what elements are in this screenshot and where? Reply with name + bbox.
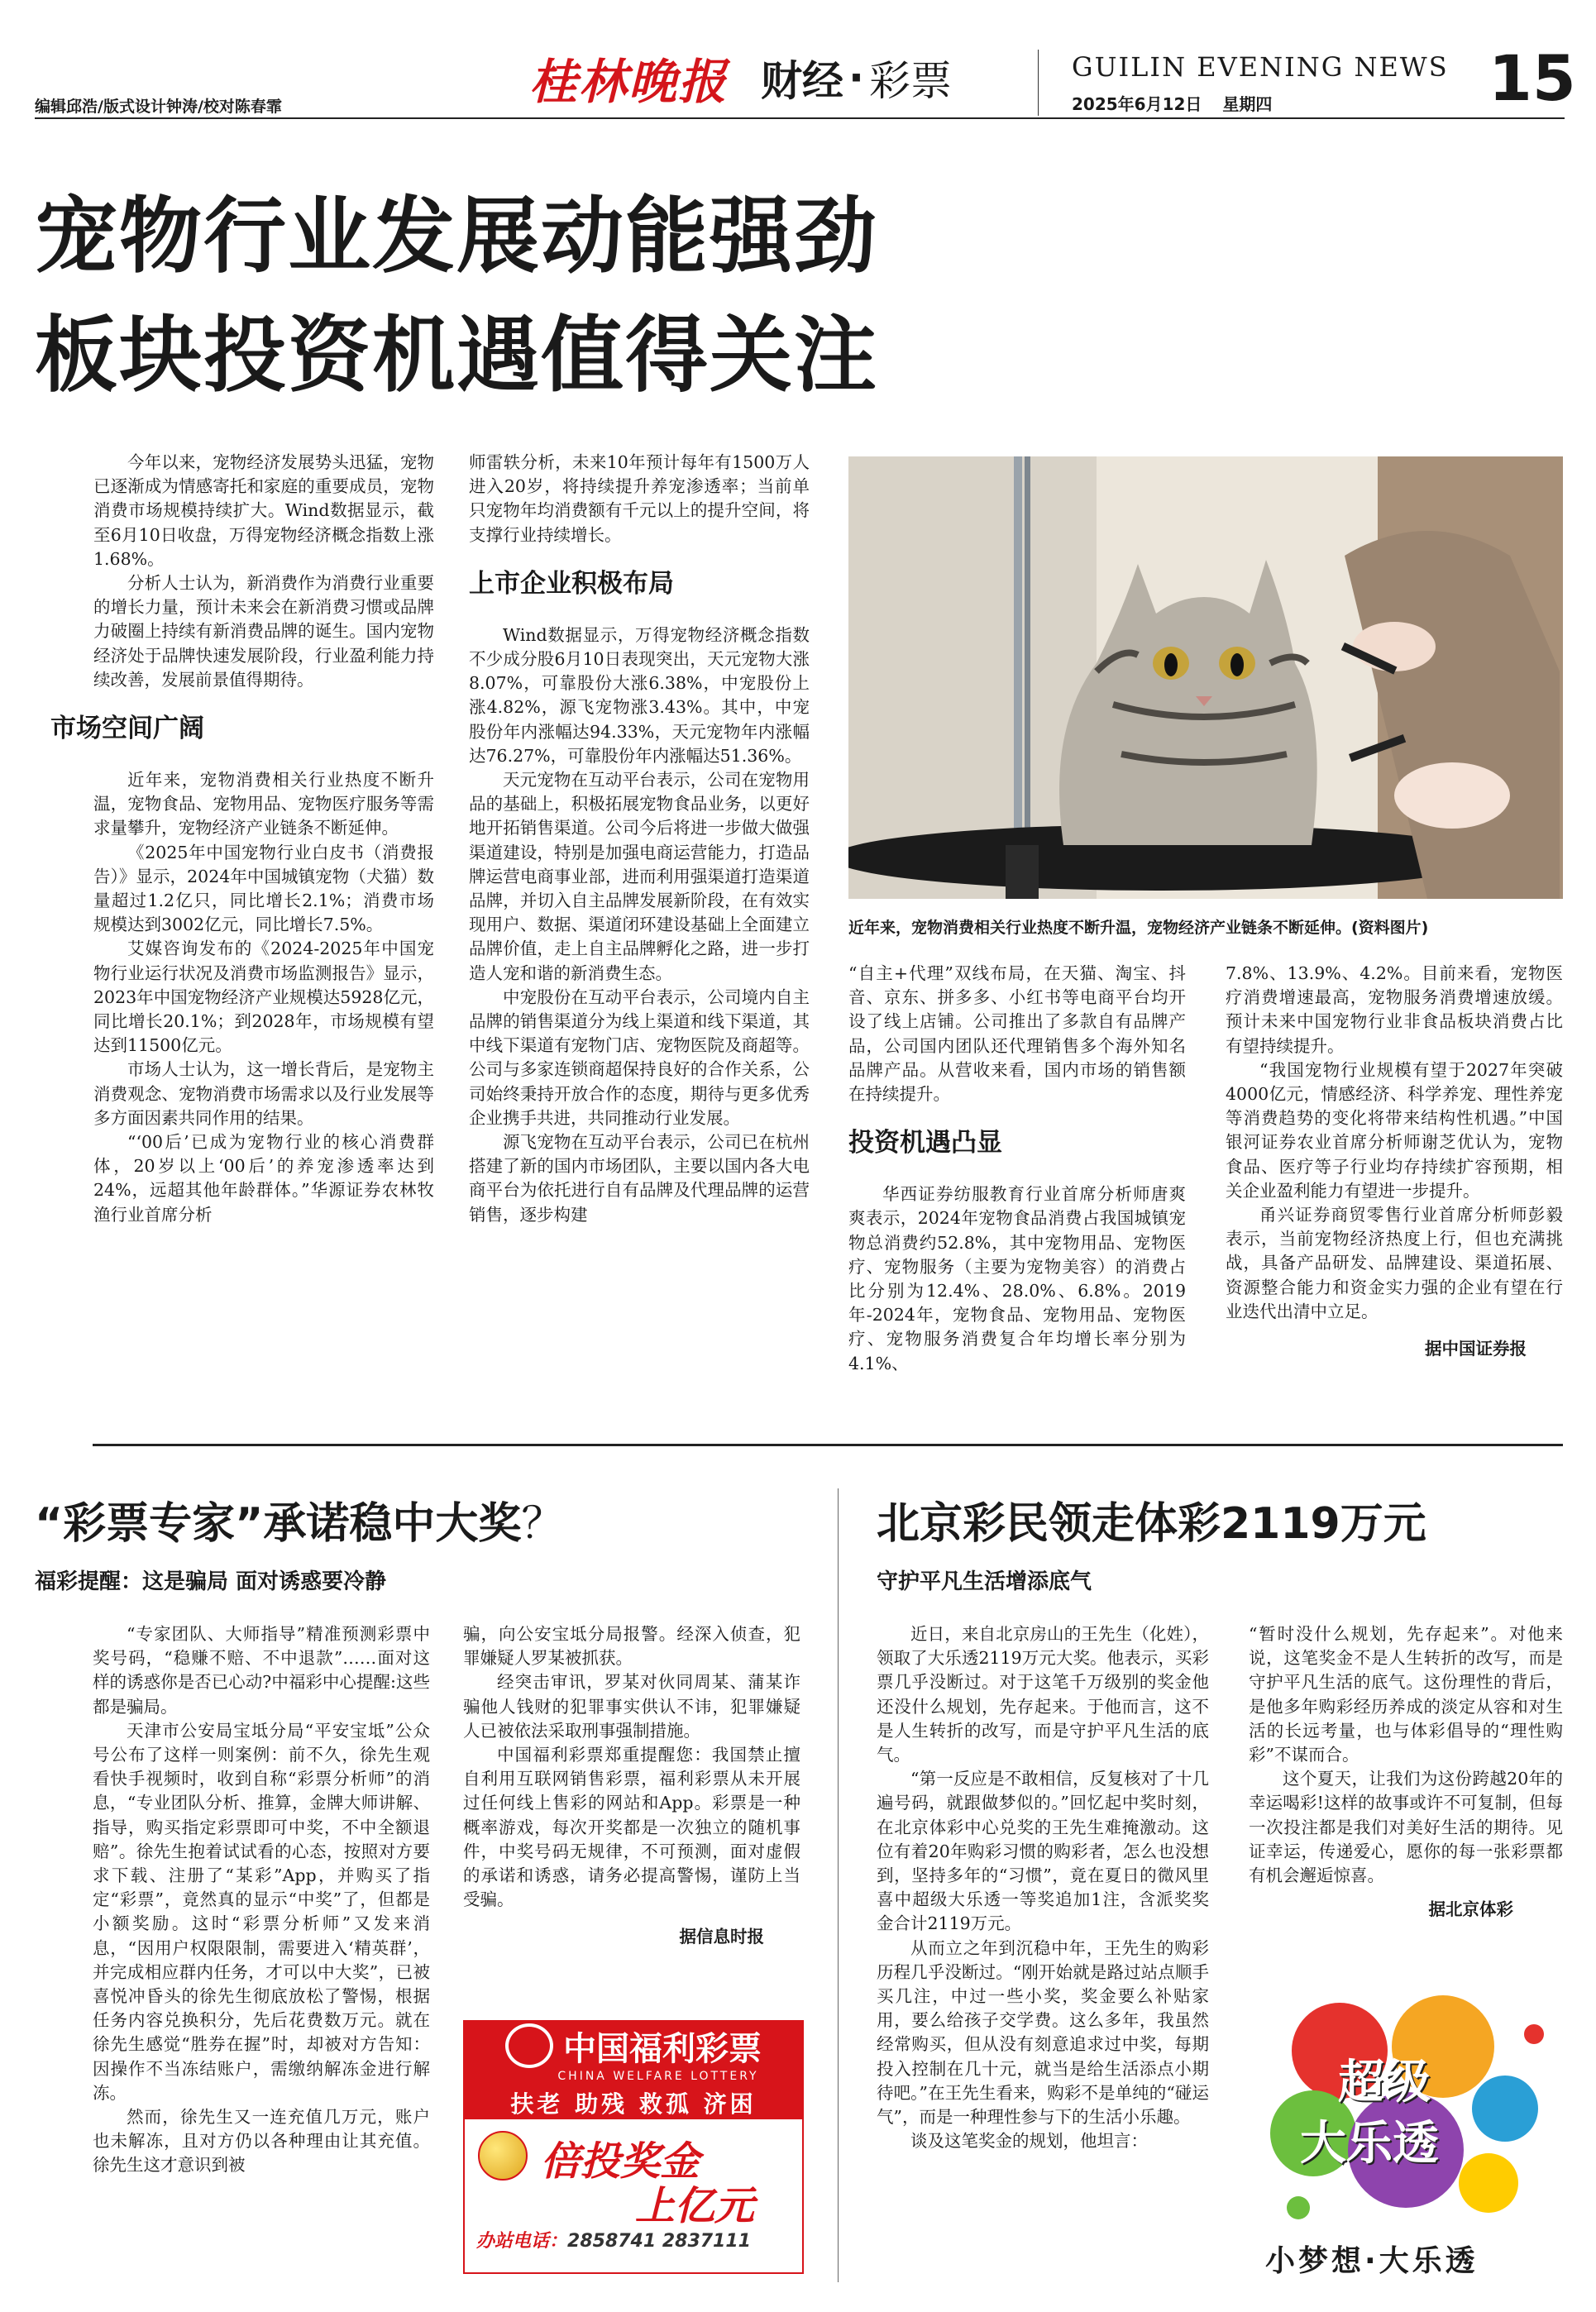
page-number: 15 [1488,41,1576,115]
headline-question-mark: ？ [521,1499,565,1549]
welfare-lottery-ad [463,2020,804,2274]
paragraph: 分析人士认为，新消费作为消费行业重要的增长力量，预计未来会在新消费习惯或品牌力破圈上持续有新消费品牌的诞生。国内宠物经济处于品牌快速发展阶段，行业盈利能力持续改善，发展前景值得期待。 [93,573,434,690]
promo-line-2: 上亿元 [635,2183,755,2229]
welfare-logo-icon [505,2023,553,2068]
paragraph: 中国福利彩票郑重提醒您：我国禁止擅自利用互联网销售彩票，福利彩票从未开展过任何线上售彩的网站和App。彩票是一种概率游戏，每次开奖都是一次独立的随机事件，中奖号码无规律，不可预测，面对虚假的承诺和诱惑，请务必提高警惕，谨防上当受骗。 [463,1745,800,1910]
hotline-number: 2858741 2837111 [567,2231,751,2252]
paragraph: 甬兴证券商贸零售行业首席分析师彭毅表示，当前宠物经济热度上行，但也充满挑战，具备产品研发、品牌建设、渠道拓展、资源整合能力和资金实力强的企业有望在行业迭代出清中立足。 [1226,1205,1563,1321]
subhead-market: 市场空间广阔 [50,714,204,744]
paragraph: Wind数据显示，万得宠物经济概念指数不少成分股6月10日表现突出，天元宠物大涨8.07%，可靠股份大涨6.38%，中宠股份上涨4.82%，源飞宠物涨3.43%。其中，中宠股份年内涨幅达94.33%，天元宠物年内涨幅达76.27%，可靠股份年内涨幅达51.36%。 [469,624,810,766]
welfare-banner [465,2022,802,2119]
lead-column-2 [469,451,810,1227]
paragraph: 骗，向公安宝坻分局报警。经深入侦查，犯罪嫌疑人罗某被抓获。 [463,1624,800,1669]
lead-column-3 [848,962,1186,1376]
section-name: 财经 [761,57,844,105]
paragraph: 7.8%、13.9%、4.2%。目前来看，宠物医疗消费增速最高，宠物服务消费增速放缓。预计未来中国宠物行业非食品板块消费占比有望持续提升。 [1226,963,1563,1056]
paragraph: 市场人士认为，这一增长背后，是宠物主消费观念、宠物消费市场需求以及行业发展等多方面因素共同作用的结果。 [93,1059,434,1128]
paragraph: 中宠股份在互动平台表示，公司境内自主品牌的销售渠道分为线上渠道和线下渠道，其中线下渠道有宠物门店、宠物医院及商超等。公司与多家连锁商超保持良好的合作关系，公司始终秉持开放合作的态度，期待与更多优秀企业携手共进，共同推动行业发展。 [469,986,810,1128]
welfare-brand-en: CHINA WELFARE LOTTERY [557,2069,759,2083]
lottery1-subtitle: 福彩提醒：这是骗局 面对诱惑要冷静 [35,1569,387,1594]
header-divider [1038,50,1039,116]
lead-column-1 [50,451,434,1227]
lottery1-column-2 [463,1622,800,1950]
headline-main: 承诺稳中大奖 [263,1499,522,1549]
paragraph: 华西证券纺服教育行业首席分析师唐爽爽表示，2024年宠物食品消费占我国城镇宠物总消费约52.8%，其中宠物用品、宠物医疗、宠物服务（主要为宠物美容）的消费占比分别为12.4%、28.0%、6.8%。2019年-2024年，宠物食品、宠物用品、宠物医疗、宠物服务消费复合年均增长率分别为4.1%、 [848,1184,1186,1373]
paragraph: “专家团队、大师指导”精准预测彩票中奖号码，“稳赚不赔、不中退款”……面对这样的诱惑你是否已心动?中福彩中心提醒:这些都是骗局。 [93,1624,430,1717]
lottery1-source: 据信息时报 [679,1927,764,1947]
promo-line-1: 倍投奖金 [541,2138,700,2185]
subhead-invest: 投资机遇凸显 [848,1128,1002,1158]
english-name: GUILIN EVENING NEWS [1072,51,1449,83]
photo-caption: 近年来，宠物消费相关行业热度不断升温，宠物经济产业链条不断延伸。(资料图片) [848,919,1429,937]
hotline-label: 办站电话： [476,2231,568,2252]
masthead-title: 桂林晚报 [529,54,729,110]
lottery1-headline [35,1488,564,1550]
paragraph: 《2025年中国宠物行业白皮书（消费报告）》显示，2024年中国城镇宠物（犬猫）数量超过1.2亿只，同比增长2.1%；消费市场规模达到3002亿元，同比增长7.5%。 [93,842,434,935]
lead-source: 据中国证券报 [1425,1339,1527,1359]
section-dot: · [848,54,865,102]
headline-line-1: 宠物行业发展动能强劲 [35,188,878,284]
paragraph: 源飞宠物在互动平台表示，公司已在杭州搭建了新的国内市场团队，主要以国内各大电商平台为依托进行自有品牌及代理品牌的运营销售，逐步构建 [469,1132,810,1225]
headline-quote: “彩票专家” [35,1499,264,1549]
paragraph: 谈及这笔奖金的规划，他坦言： [910,2131,1148,2152]
issue-date [1072,91,1272,115]
paragraph: 天津市公安局宝坻分局“平安宝坻”公众号公布了这样一则案例：前不久，徐先生观看快手视频时，收到自称“彩票分析师”的消息，“专业团队分析、推算，金牌大师讲解、指导，购买指定彩票即可中奖，不中全额退赔”。徐先生抱着试试看的心态，按照对方要求下载、注册了“某彩”App，并购买了指定“彩票”，竟然真的显示“中奖”了，但都是小额奖励。这时“彩票分析师”又发来消息，“因用户权限限制，需要进入‘精英群’，并完成相应群内任务，才可以中大奖”，已被喜悦冲昏头的徐先生彻底放松了警惕，根据任务内容兑换积分，先后花费数万元。就在徐先生感觉“胜券在握”时，却被对方告知：因操作不当冻结账户，需缴纳解冻金进行解冻。 [93,1720,430,2103]
paragraph: 师雷轶分析，未来10年预计每年有1500万人进入20岁，将持续提升养宠渗透率；当前单只宠物年均消费额有千元以上的提升空间，将支撑行业持续增长。 [469,452,810,545]
paragraph: “暂时没什么规划，先存起来”。对他来说，这笔奖金不是人生转折的改写，而是守护平凡生活的底气。这份理性的背后，是他多年购彩经历养成的淡定从容和对生活的长远考量，也与体彩倡导的“理性购彩”不谋而合。 [1249,1624,1563,1765]
section-name-2: 彩票 [869,57,953,105]
lottery2-column-2 [1249,1622,1563,1922]
super-lotto-text-2: 大乐透 [1300,2117,1439,2171]
paragraph: 然而，徐先生又一连充值几万元，账户也未解冻，且对方仍以各种理由让其充值。徐先生这才意识到被 [93,2107,430,2176]
weekday-text: 星期四 [1222,94,1273,114]
super-lotto-text-1: 超级 [1338,2056,1431,2109]
cat-grooming-photo [848,456,1563,899]
super-lotto-logo [1240,1968,1563,2282]
paragraph: 近年来，宠物消费相关行业热度不断升温，宠物食品、宠物用品、宠物医疗服务等需求量攀升，宠物经济产业链条不断延伸。 [93,770,434,838]
paragraph: “自主+代理”双线布局，在天猫、淘宝、抖音、京东、拼多多、小红书等电商平台均开设了线上店铺。公司推出了多款自有品牌产品，公司国内团队还代理销售多个海外知名品牌产品。从营收来看，国内市场的销售额在持续提升。 [848,963,1186,1105]
lottery2-subtitle: 守护平凡生活增添底气 [877,1569,1092,1594]
header-rule [35,117,1565,119]
paragraph: 这个夏天，让我们为这份跨越20年的幸运喝彩!这样的故事或许不可复制，但每一次投注都是我们对美好生活的期待。见证幸运，传递爱心，愿你的每一张彩票都有机会邂逅惊喜。 [1249,1769,1563,1886]
paragraph: “我国宠物行业规模有望于2027年突破4000亿元，情感经济、科学养宠、理性养宠等消费趋势的变化将带来结构性机遇。”中国银河证券农业首席分析师谢芝优认为，宠物食品、医疗等子行业均存持续扩容预期，相关企业盈利能力有望进一步提升。 [1226,1059,1563,1201]
paragraph: 今年以来，宠物经济发展势头迅猛，宠物已逐渐成为情感寄托和家庭的重要成员，宠物消费市场规模持续扩大。Wind数据显示，截至6月10日收盘，万得宠物经济概念指数上涨1.68%。 [93,452,434,569]
subhead-listed: 上市企业积极布局 [469,568,674,599]
lead-column-4 [1226,962,1563,1361]
paragraph: 天元宠物在互动平台表示，公司在宠物用品的基础上，积极拓展宠物食品业务，以更好地开拓销售渠道。公司今后将进一步做大做强渠道建设，特别是加强电商运营能力，打造品牌运营电商事业部，进而利用强渠道打造渠道品牌，并切入自主品牌发展新阶段，在有效实现用户、数据、渠道闭环建设基础上全面建立品牌价值，走上自主品牌孵化之路，进一步打造人宠和谐的新消费生态。 [469,770,810,983]
paragraph: 近日，来自北京房山的王先生（化姓），领取了大乐透2119万元大奖。他表示，买彩票几乎没断过。对于这笔千万级别的奖金他还没什么规划，先存起来。于他而言，这不是人生转折的改写，而是守护平凡生活的底气。 [877,1624,1209,1765]
paragraph: 经突击审讯，罗某对伙同周某、蒲某诈骗他人钱财的犯罪事实供认不讳，犯罪嫌疑人已被依法采取刑事强制措施。 [463,1672,800,1741]
section-rule [93,1444,1563,1446]
super-lotto-slogan: 小梦想·大乐透 [1265,2244,1479,2278]
lottery1-column-1 [93,1622,430,2178]
headline-line-2: 板块投资机遇值得关注 [35,307,878,404]
editor-credits: 编辑邱浩/版式设计钟涛/校对陈春霏 [35,98,282,116]
welfare-brand: 中国福利彩票 [563,2029,762,2068]
lottery2-headline: 北京彩民领走体彩2119万元 [877,1499,1426,1549]
lottery2-source: 据北京体彩 [1428,1899,1513,1920]
paragraph: “‘00后’已成为宠物行业的核心消费群体，20岁以上‘00后’的养宠渗透率达到24%，远超其他年龄群体。”华源证券农林牧渔行业首席分析 [93,1132,434,1225]
promo-area [465,2119,802,2227]
paragraph: 艾媒咨询发布的《2024-2025年中国宠物行业运行状况及消费市场监测报告》显示，2023年中国宠物经济产业规模达5928亿元，同比增长20.1%；到2028年，市场规模有望达到11500亿元。 [93,939,434,1056]
masthead-logo [529,45,952,110]
lottery2-column-1 [877,1622,1209,2153]
date-text: 2025年6月12日 [1072,94,1202,114]
welfare-slogan: 扶老 助残 救孤 济困 [510,2090,757,2118]
paragraph: “第一反应是不敢相信，反复核对了十几遍号码，就跟做梦似的。”回忆起中奖时刻，在北京体彩中心兑奖的王先生难掩激动。这位有着20年购彩习惯的购彩者，怎么也没想到，坚持多年的“习惯”，竟在夏日的微风里喜中超级大乐透一等奖追加1注，含派奖奖金合计2119万元。 [877,1769,1209,1934]
lottery-ball-icon [478,2131,528,2181]
paragraph: 从而立之年到沉稳中年，王先生的购彩历程几乎没断过。“刚开始就是路过站点顺手买几注，中过一些小奖，奖金要么补贴家用，要么给孩子交学费。这么多年，我虽然经常购买，但从没有刻意追求过中奖，每期投入控制在几十元，就当是给生活添点小期待吧。”在王先生看来，购彩不是单纯的“碰运气”，而是一种理性参与下的生活小乐趣。 [877,1937,1209,2128]
story-divider [838,1488,839,2282]
